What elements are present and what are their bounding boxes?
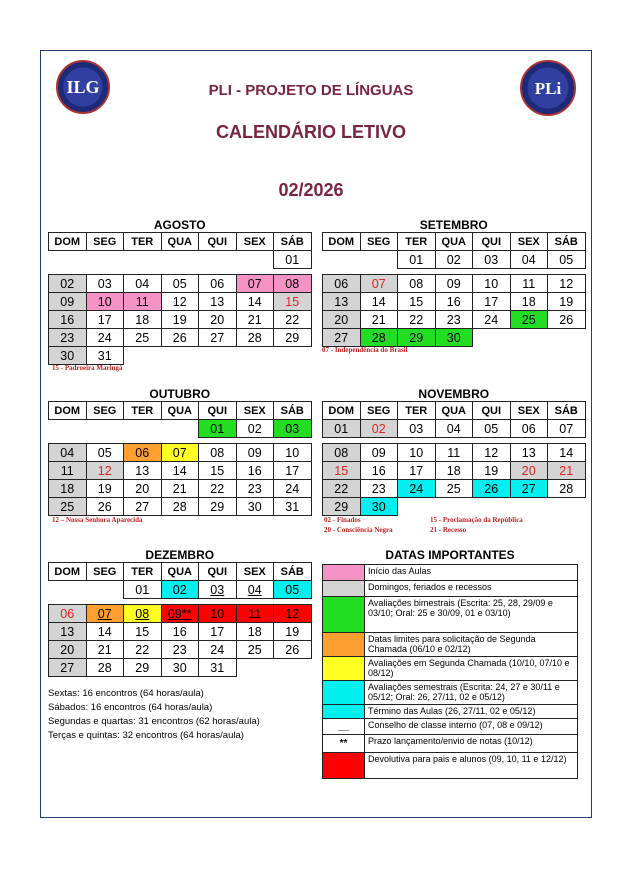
legend-text: Avaliações em Segunda Chamada (10/10, 07/10 e 08/12) bbox=[365, 657, 578, 681]
day-cell: 07 bbox=[548, 420, 586, 438]
day-cell: 03 bbox=[199, 581, 237, 599]
month-title: SETEMBRO bbox=[419, 218, 488, 232]
weekday: QUI bbox=[199, 563, 237, 581]
day-cell: 22 bbox=[323, 480, 361, 498]
day-cell: 27 bbox=[49, 659, 87, 677]
day-cell: 06 bbox=[49, 605, 87, 623]
day-cell: 28 bbox=[548, 480, 586, 498]
legend-row bbox=[323, 753, 578, 779]
important-dates-legend bbox=[322, 548, 578, 779]
day-cell: 13 bbox=[124, 462, 162, 480]
day-cell: 19 bbox=[86, 480, 124, 498]
day-cell: 18 bbox=[49, 480, 87, 498]
day-cell: 18 bbox=[236, 623, 274, 641]
period: 02/2026 bbox=[278, 180, 344, 200]
month-grid bbox=[48, 401, 312, 516]
day-cell: 03 bbox=[473, 251, 511, 269]
day-cell: 17 bbox=[199, 623, 237, 641]
day-cell: 05 bbox=[274, 581, 312, 599]
day-cell: 06 bbox=[199, 275, 237, 293]
day-cell: 10 bbox=[199, 605, 237, 623]
legend-swatch bbox=[323, 681, 365, 705]
month-grid bbox=[322, 401, 586, 516]
day-cell: 01 bbox=[199, 420, 237, 438]
day-cell: 29 bbox=[323, 498, 361, 516]
legend-text: Prazo lançamento/envio de notas (10/12) bbox=[365, 735, 578, 753]
day-cell: 11 bbox=[435, 444, 473, 462]
day-cell: 24 bbox=[274, 480, 312, 498]
day-cell: 31 bbox=[199, 659, 237, 677]
day-cell: 29 bbox=[199, 498, 237, 516]
weekday: TER bbox=[398, 233, 436, 251]
day-cell: 09 bbox=[435, 275, 473, 293]
month-title: NOVEMBRO bbox=[418, 387, 490, 401]
weekday-row bbox=[49, 233, 312, 251]
holiday-note: 20 - Consciência Negra bbox=[324, 526, 393, 534]
day-cell: 29 bbox=[124, 659, 162, 677]
weekday: SEG bbox=[86, 563, 124, 581]
day-cell: 15 bbox=[398, 293, 436, 311]
legend-swatch: ** bbox=[323, 735, 365, 753]
weekday-row bbox=[323, 233, 586, 251]
weekday: SÁB bbox=[548, 402, 586, 420]
stat-line: Terças e quintas: 32 encontros (64 horas/aula) bbox=[48, 730, 244, 741]
day-cell: 17 bbox=[274, 462, 312, 480]
stat-line: Segundas e quartas: 31 encontros (62 horas/aula) bbox=[48, 716, 260, 727]
day-cell: 05 bbox=[161, 275, 199, 293]
day-cell: 11 bbox=[510, 275, 548, 293]
weekday: QUA bbox=[435, 402, 473, 420]
legend-swatch bbox=[323, 581, 365, 597]
day-cell: 10 bbox=[86, 293, 124, 311]
day-cell: 26 bbox=[161, 329, 199, 347]
day-cell: 08 bbox=[323, 444, 361, 462]
weekday: SEG bbox=[360, 233, 398, 251]
day-cell: 12 bbox=[548, 275, 586, 293]
weekday: QUA bbox=[161, 233, 199, 251]
ilg-logo: ILG bbox=[56, 60, 110, 114]
holiday-note: 21 - Recesso bbox=[430, 526, 467, 534]
day-cell: 24 bbox=[199, 641, 237, 659]
day-cell: 23 bbox=[161, 641, 199, 659]
calendar-title: CALENDÁRIO LETIVO bbox=[215, 122, 406, 142]
weekday-row bbox=[49, 402, 312, 420]
legend-text: Término das Aulas (26, 27/11, 02 e 05/12) bbox=[365, 705, 578, 719]
stat-line: Sextas: 16 encontros (64 horas/aula) bbox=[48, 688, 204, 699]
weekday: SÁB bbox=[274, 402, 312, 420]
day-cell: 02 bbox=[360, 420, 398, 438]
weekday: SEX bbox=[236, 233, 274, 251]
day-cell: 08 bbox=[199, 444, 237, 462]
day-cell: 06 bbox=[510, 420, 548, 438]
day-cell: 14 bbox=[360, 293, 398, 311]
weekday: QUI bbox=[199, 233, 237, 251]
weekday: DOM bbox=[49, 233, 87, 251]
day-cell: 22 bbox=[274, 311, 312, 329]
legend-text: Devolutiva para pais e alunos (09, 10, 11 e 12/12) bbox=[365, 753, 578, 779]
day-cell: 27 bbox=[323, 329, 361, 347]
day-cell: 14 bbox=[161, 462, 199, 480]
day-cell: 04 bbox=[510, 251, 548, 269]
weekday: DOM bbox=[49, 563, 87, 581]
legend-text: Início das Aulas bbox=[365, 565, 578, 581]
day-cell: 30 bbox=[360, 498, 398, 516]
day-cell: 07 bbox=[86, 605, 124, 623]
day-cell: 23 bbox=[236, 480, 274, 498]
day-cell: 26 bbox=[548, 311, 586, 329]
day-cell: 27 bbox=[124, 498, 162, 516]
day-cell: 16 bbox=[236, 462, 274, 480]
weekday: DOM bbox=[323, 233, 361, 251]
day-cell: 28 bbox=[360, 329, 398, 347]
day-cell: 20 bbox=[49, 641, 87, 659]
weekday: QUI bbox=[473, 233, 511, 251]
day-cell: 23 bbox=[435, 311, 473, 329]
day-cell: 20 bbox=[510, 462, 548, 480]
day-cell: 04 bbox=[236, 581, 274, 599]
weekday: SEX bbox=[236, 563, 274, 581]
day-cell: 01 bbox=[124, 581, 162, 599]
day-cell: 13 bbox=[323, 293, 361, 311]
day-cell: 09 bbox=[360, 444, 398, 462]
day-cell: 30 bbox=[435, 329, 473, 347]
day-cell: 14 bbox=[548, 444, 586, 462]
weekday: TER bbox=[124, 402, 162, 420]
holiday-note: 15 - Padroeira Maringá bbox=[52, 364, 123, 372]
legend-row bbox=[323, 705, 578, 719]
day-cell: 16 bbox=[435, 293, 473, 311]
day-cell: 21 bbox=[161, 480, 199, 498]
legend-text: Conselho de classe interno (07, 08 e 09/12) bbox=[365, 719, 578, 735]
legend-row bbox=[323, 719, 578, 735]
day-cell: 20 bbox=[124, 480, 162, 498]
weekday: QUI bbox=[199, 402, 237, 420]
month-grid bbox=[48, 232, 312, 365]
day-cell: 24 bbox=[86, 329, 124, 347]
day-cell: 31 bbox=[274, 498, 312, 516]
day-cell: 21 bbox=[360, 311, 398, 329]
weekday: SÁB bbox=[548, 233, 586, 251]
calendar-agosto bbox=[48, 218, 312, 365]
legend-text: Avaliações semestrais (Escrita: 24, 27 e 30/11 e 05/12; Oral: 26, 27/11, 02 e 05/12) bbox=[365, 681, 578, 705]
day-cell: 12 bbox=[473, 444, 511, 462]
stat-line: Sábados: 16 encontros (64 horas/aula) bbox=[48, 702, 213, 713]
day-cell: 04 bbox=[435, 420, 473, 438]
day-cell: 02 bbox=[236, 420, 274, 438]
day-cell: 04 bbox=[49, 444, 87, 462]
legend-row bbox=[323, 565, 578, 581]
holiday-note: 02 - Finados bbox=[324, 516, 361, 524]
weekday: SEX bbox=[510, 233, 548, 251]
day-cell: 10 bbox=[473, 275, 511, 293]
day-cell: 22 bbox=[398, 311, 436, 329]
day-cell: 21 bbox=[86, 641, 124, 659]
day-cell: 25 bbox=[124, 329, 162, 347]
weekday-row bbox=[49, 563, 312, 581]
day-cell: 02 bbox=[161, 581, 199, 599]
legend-swatch bbox=[323, 705, 365, 719]
day-cell: 21 bbox=[548, 462, 586, 480]
calendar-outubro bbox=[48, 387, 312, 516]
weekday: QUI bbox=[473, 402, 511, 420]
day-cell: 11 bbox=[236, 605, 274, 623]
day-cell: 15 bbox=[199, 462, 237, 480]
month-title: DEZEMBRO bbox=[145, 548, 215, 562]
weekday-row bbox=[323, 402, 586, 420]
day-cell: 01 bbox=[398, 251, 436, 269]
day-cell: 03 bbox=[398, 420, 436, 438]
day-cell: 16 bbox=[49, 311, 87, 329]
weekday: SEG bbox=[86, 402, 124, 420]
day-cell: 19 bbox=[161, 311, 199, 329]
weekday: SEG bbox=[86, 233, 124, 251]
day-cell: 08 bbox=[398, 275, 436, 293]
weekday: SÁB bbox=[274, 563, 312, 581]
day-cell: 15 bbox=[124, 623, 162, 641]
day-cell: 30 bbox=[236, 498, 274, 516]
day-cell: 24 bbox=[398, 480, 436, 498]
day-cell: 11 bbox=[124, 293, 162, 311]
holiday-note: 15 - Proclamação da República bbox=[430, 516, 523, 524]
day-cell: 12 bbox=[86, 462, 124, 480]
day-cell: 15 bbox=[274, 293, 312, 311]
pli-logo: PLi bbox=[520, 60, 576, 116]
day-cell: 18 bbox=[510, 293, 548, 311]
day-cell: 22 bbox=[199, 480, 237, 498]
day-cell: 06 bbox=[124, 444, 162, 462]
day-cell: 01 bbox=[274, 251, 312, 269]
weekday: SEG bbox=[360, 402, 398, 420]
day-cell: 08 bbox=[274, 275, 312, 293]
legend-text: Datas limites para solicitação de Segunda Chamada (06/10 e 02/12) bbox=[365, 633, 578, 657]
day-cell: 27 bbox=[199, 329, 237, 347]
day-cell: 13 bbox=[510, 444, 548, 462]
holiday-note: 12 – Nossa Senhora Aparecida bbox=[52, 516, 143, 524]
day-cell: 25 bbox=[435, 480, 473, 498]
day-cell: 31 bbox=[86, 347, 124, 365]
day-cell: 07 bbox=[161, 444, 199, 462]
day-cell: 19 bbox=[473, 462, 511, 480]
day-cell: 09 bbox=[236, 444, 274, 462]
day-cell: 07 bbox=[236, 275, 274, 293]
day-cell: 28 bbox=[161, 498, 199, 516]
day-cell: 17 bbox=[473, 293, 511, 311]
weekday: SEX bbox=[510, 402, 548, 420]
weekday: SÁB bbox=[274, 233, 312, 251]
calendar-dezembro bbox=[48, 548, 312, 677]
month-grid bbox=[48, 562, 312, 677]
day-cell: 07 bbox=[360, 275, 398, 293]
day-cell: 05 bbox=[86, 444, 124, 462]
day-cell: 16 bbox=[360, 462, 398, 480]
day-cell: 05 bbox=[548, 251, 586, 269]
day-cell: 19 bbox=[274, 623, 312, 641]
legend-swatch bbox=[323, 753, 365, 779]
day-cell: 03 bbox=[86, 275, 124, 293]
day-cell: 14 bbox=[86, 623, 124, 641]
weekday: TER bbox=[124, 563, 162, 581]
holiday-note: 07 - Independência do Brasil bbox=[322, 346, 408, 354]
day-cell: 28 bbox=[236, 329, 274, 347]
day-cell: 03 bbox=[274, 420, 312, 438]
day-cell: 16 bbox=[161, 623, 199, 641]
day-cell: 29 bbox=[274, 329, 312, 347]
day-cell: 04 bbox=[124, 275, 162, 293]
day-cell: 26 bbox=[274, 641, 312, 659]
page-title: PLI - PROJETO DE LÍNGUAS bbox=[208, 82, 414, 99]
legend-table bbox=[322, 564, 578, 779]
calendar-novembro bbox=[322, 387, 586, 516]
weekday: QUA bbox=[161, 563, 199, 581]
day-cell: 01 bbox=[323, 420, 361, 438]
weekday: TER bbox=[398, 402, 436, 420]
weekday: DOM bbox=[323, 402, 361, 420]
legend-row bbox=[323, 581, 578, 597]
day-cell: 08 bbox=[124, 605, 162, 623]
day-cell: 17 bbox=[398, 462, 436, 480]
day-cell: 11 bbox=[49, 462, 87, 480]
day-cell: 10 bbox=[398, 444, 436, 462]
legend-swatch bbox=[323, 657, 365, 681]
legend-swatch: __ bbox=[323, 719, 365, 735]
day-cell: 09** bbox=[161, 605, 199, 623]
day-cell: 29 bbox=[398, 329, 436, 347]
day-cell: 17 bbox=[86, 311, 124, 329]
day-cell: 02 bbox=[435, 251, 473, 269]
day-cell: 24 bbox=[473, 311, 511, 329]
day-cell: 15 bbox=[323, 462, 361, 480]
day-cell: 13 bbox=[199, 293, 237, 311]
legend-row bbox=[323, 681, 578, 705]
legend-swatch bbox=[323, 597, 365, 633]
day-cell: 20 bbox=[199, 311, 237, 329]
day-cell: 12 bbox=[274, 605, 312, 623]
calendar-setembro bbox=[322, 218, 586, 347]
day-cell: 23 bbox=[360, 480, 398, 498]
month-title: AGOSTO bbox=[153, 218, 206, 232]
legend-row bbox=[323, 735, 578, 753]
legend-text: Domingos, feriados e recessos bbox=[365, 581, 578, 597]
day-cell: 30 bbox=[161, 659, 199, 677]
day-cell: 06 bbox=[323, 275, 361, 293]
weekday: SEX bbox=[236, 402, 274, 420]
legend-row bbox=[323, 657, 578, 681]
day-cell: 09 bbox=[49, 293, 87, 311]
day-cell: 10 bbox=[274, 444, 312, 462]
weekday: QUA bbox=[435, 233, 473, 251]
day-cell: 27 bbox=[510, 480, 548, 498]
day-cell: 26 bbox=[473, 480, 511, 498]
day-cell: 25 bbox=[236, 641, 274, 659]
legend-title: DATAS IMPORTANTES bbox=[385, 548, 515, 562]
day-cell: 12 bbox=[161, 293, 199, 311]
day-cell: 25 bbox=[49, 498, 87, 516]
day-cell: 25 bbox=[510, 311, 548, 329]
day-cell: 23 bbox=[49, 329, 87, 347]
day-cell: 30 bbox=[49, 347, 87, 365]
day-cell: 22 bbox=[124, 641, 162, 659]
day-cell: 18 bbox=[435, 462, 473, 480]
day-cell: 20 bbox=[323, 311, 361, 329]
day-cell: 26 bbox=[86, 498, 124, 516]
month-grid bbox=[322, 232, 586, 347]
day-cell: 13 bbox=[49, 623, 87, 641]
month-title: OUTUBRO bbox=[149, 387, 211, 401]
day-cell: 21 bbox=[236, 311, 274, 329]
encounters-summary bbox=[48, 687, 260, 743]
legend-swatch bbox=[323, 565, 365, 581]
day-cell: 05 bbox=[473, 420, 511, 438]
legend-row bbox=[323, 633, 578, 657]
day-cell: 14 bbox=[236, 293, 274, 311]
legend-row bbox=[323, 597, 578, 633]
day-cell: 19 bbox=[548, 293, 586, 311]
weekday: QUA bbox=[161, 402, 199, 420]
day-cell: 02 bbox=[49, 275, 87, 293]
legend-text: Avaliações bimestrais (Escrita: 25, 28, 29/09 e 03/10; Oral: 25 e 30/09, 01 e 03/10) bbox=[365, 597, 578, 633]
day-cell: 28 bbox=[86, 659, 124, 677]
legend-swatch bbox=[323, 633, 365, 657]
weekday: DOM bbox=[49, 402, 87, 420]
weekday: TER bbox=[124, 233, 162, 251]
day-cell: 18 bbox=[124, 311, 162, 329]
